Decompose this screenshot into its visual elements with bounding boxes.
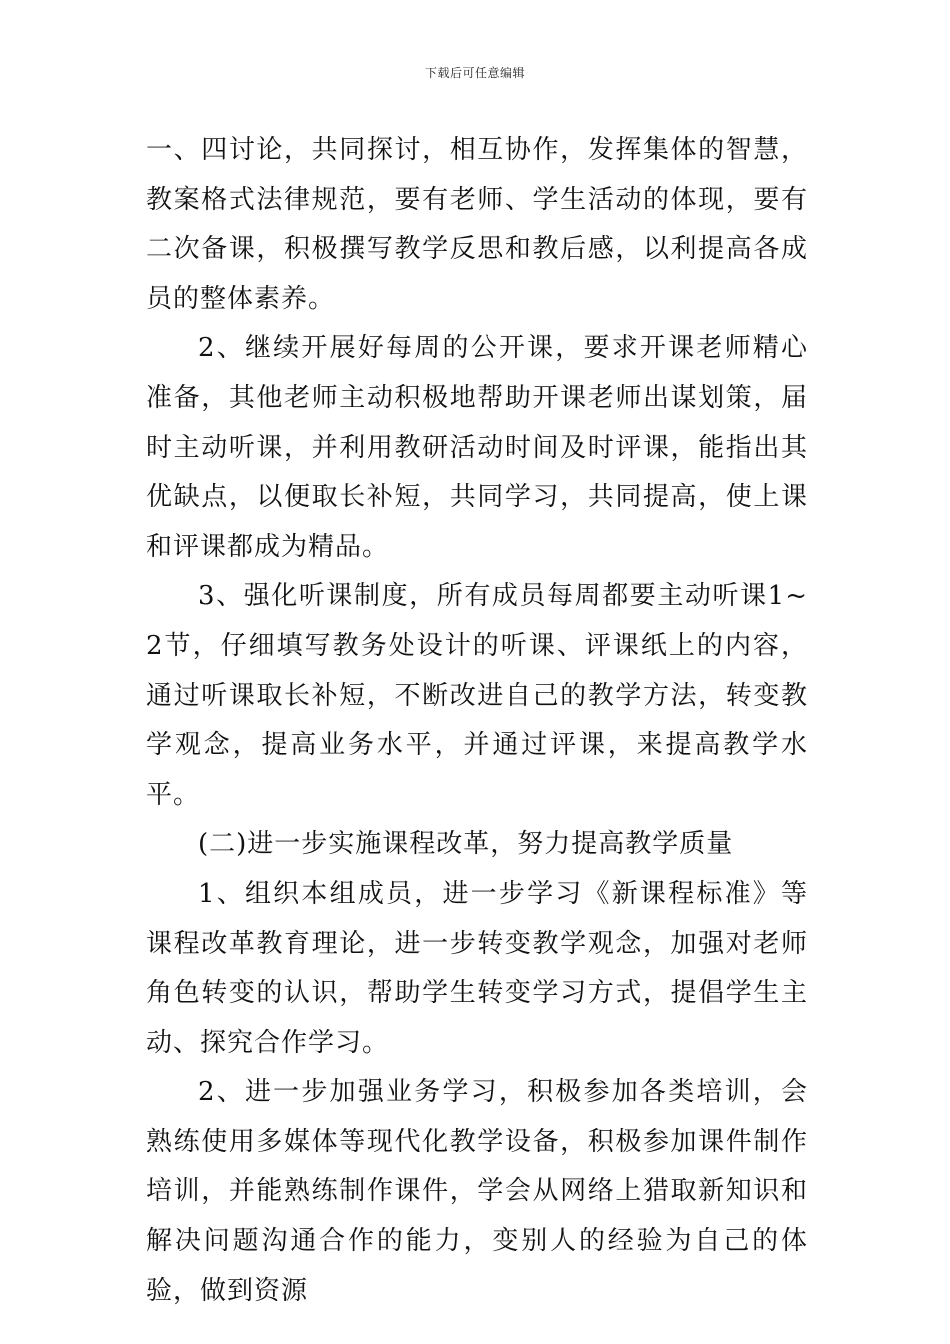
paragraph-2: 2、继续开展好每周的公开课，要求开课老师精心准备，其他老师主动积极地帮助开课老师出谋划策，届时主动听课，并利用教研活动时间及时评课，能指出其优缺点，以便取长补短，共同学习，共同提高，使上课和评课都成为精品。 xyxy=(146,333,808,562)
paragraph-1: 一、四讨论，共同探讨，相互协作，发挥集体的智慧，教案格式法律规范，要有老师、学生活动的体现，要有二次备课，积极撰写教学反思和教后感，以利提高各成员的整体素养。 xyxy=(146,135,808,314)
paragraph-4: 1、组织本组成员，进一步学习《新课程标准》等课程改革教育理论，进一步转变教学观念，加强对老师角色转变的认识，帮助学生转变学习方式，提倡学生主动、探究合作学习。 xyxy=(146,878,808,1058)
section-heading: (二)进一步实施课程改革，努力提高教学质量 xyxy=(198,829,734,860)
paragraph-5: 2、进一步加强业务学习，积极参加各类培训，会熟练使用多媒体等现代化教学设备，积极参加课件制作培训，并能熟练制作课件，学会从网络上猎取新知识和解决问题沟通合作的能力，变别人的经验为自己的体验，做到资源 xyxy=(146,1077,808,1306)
header-note: 下载后可任意编辑 xyxy=(424,66,525,80)
document-body xyxy=(146,126,808,1316)
paragraph-3: 3、强化听课制度，所有成员每周都要主动听课1~2节，仔细填写教务处设计的听课、评课纸上的内容，通过听课取长补短，不断改进自己的教学方法，转变教学观念，提高业务水平，并通过评课，来提高教学水平。 xyxy=(146,581,808,810)
